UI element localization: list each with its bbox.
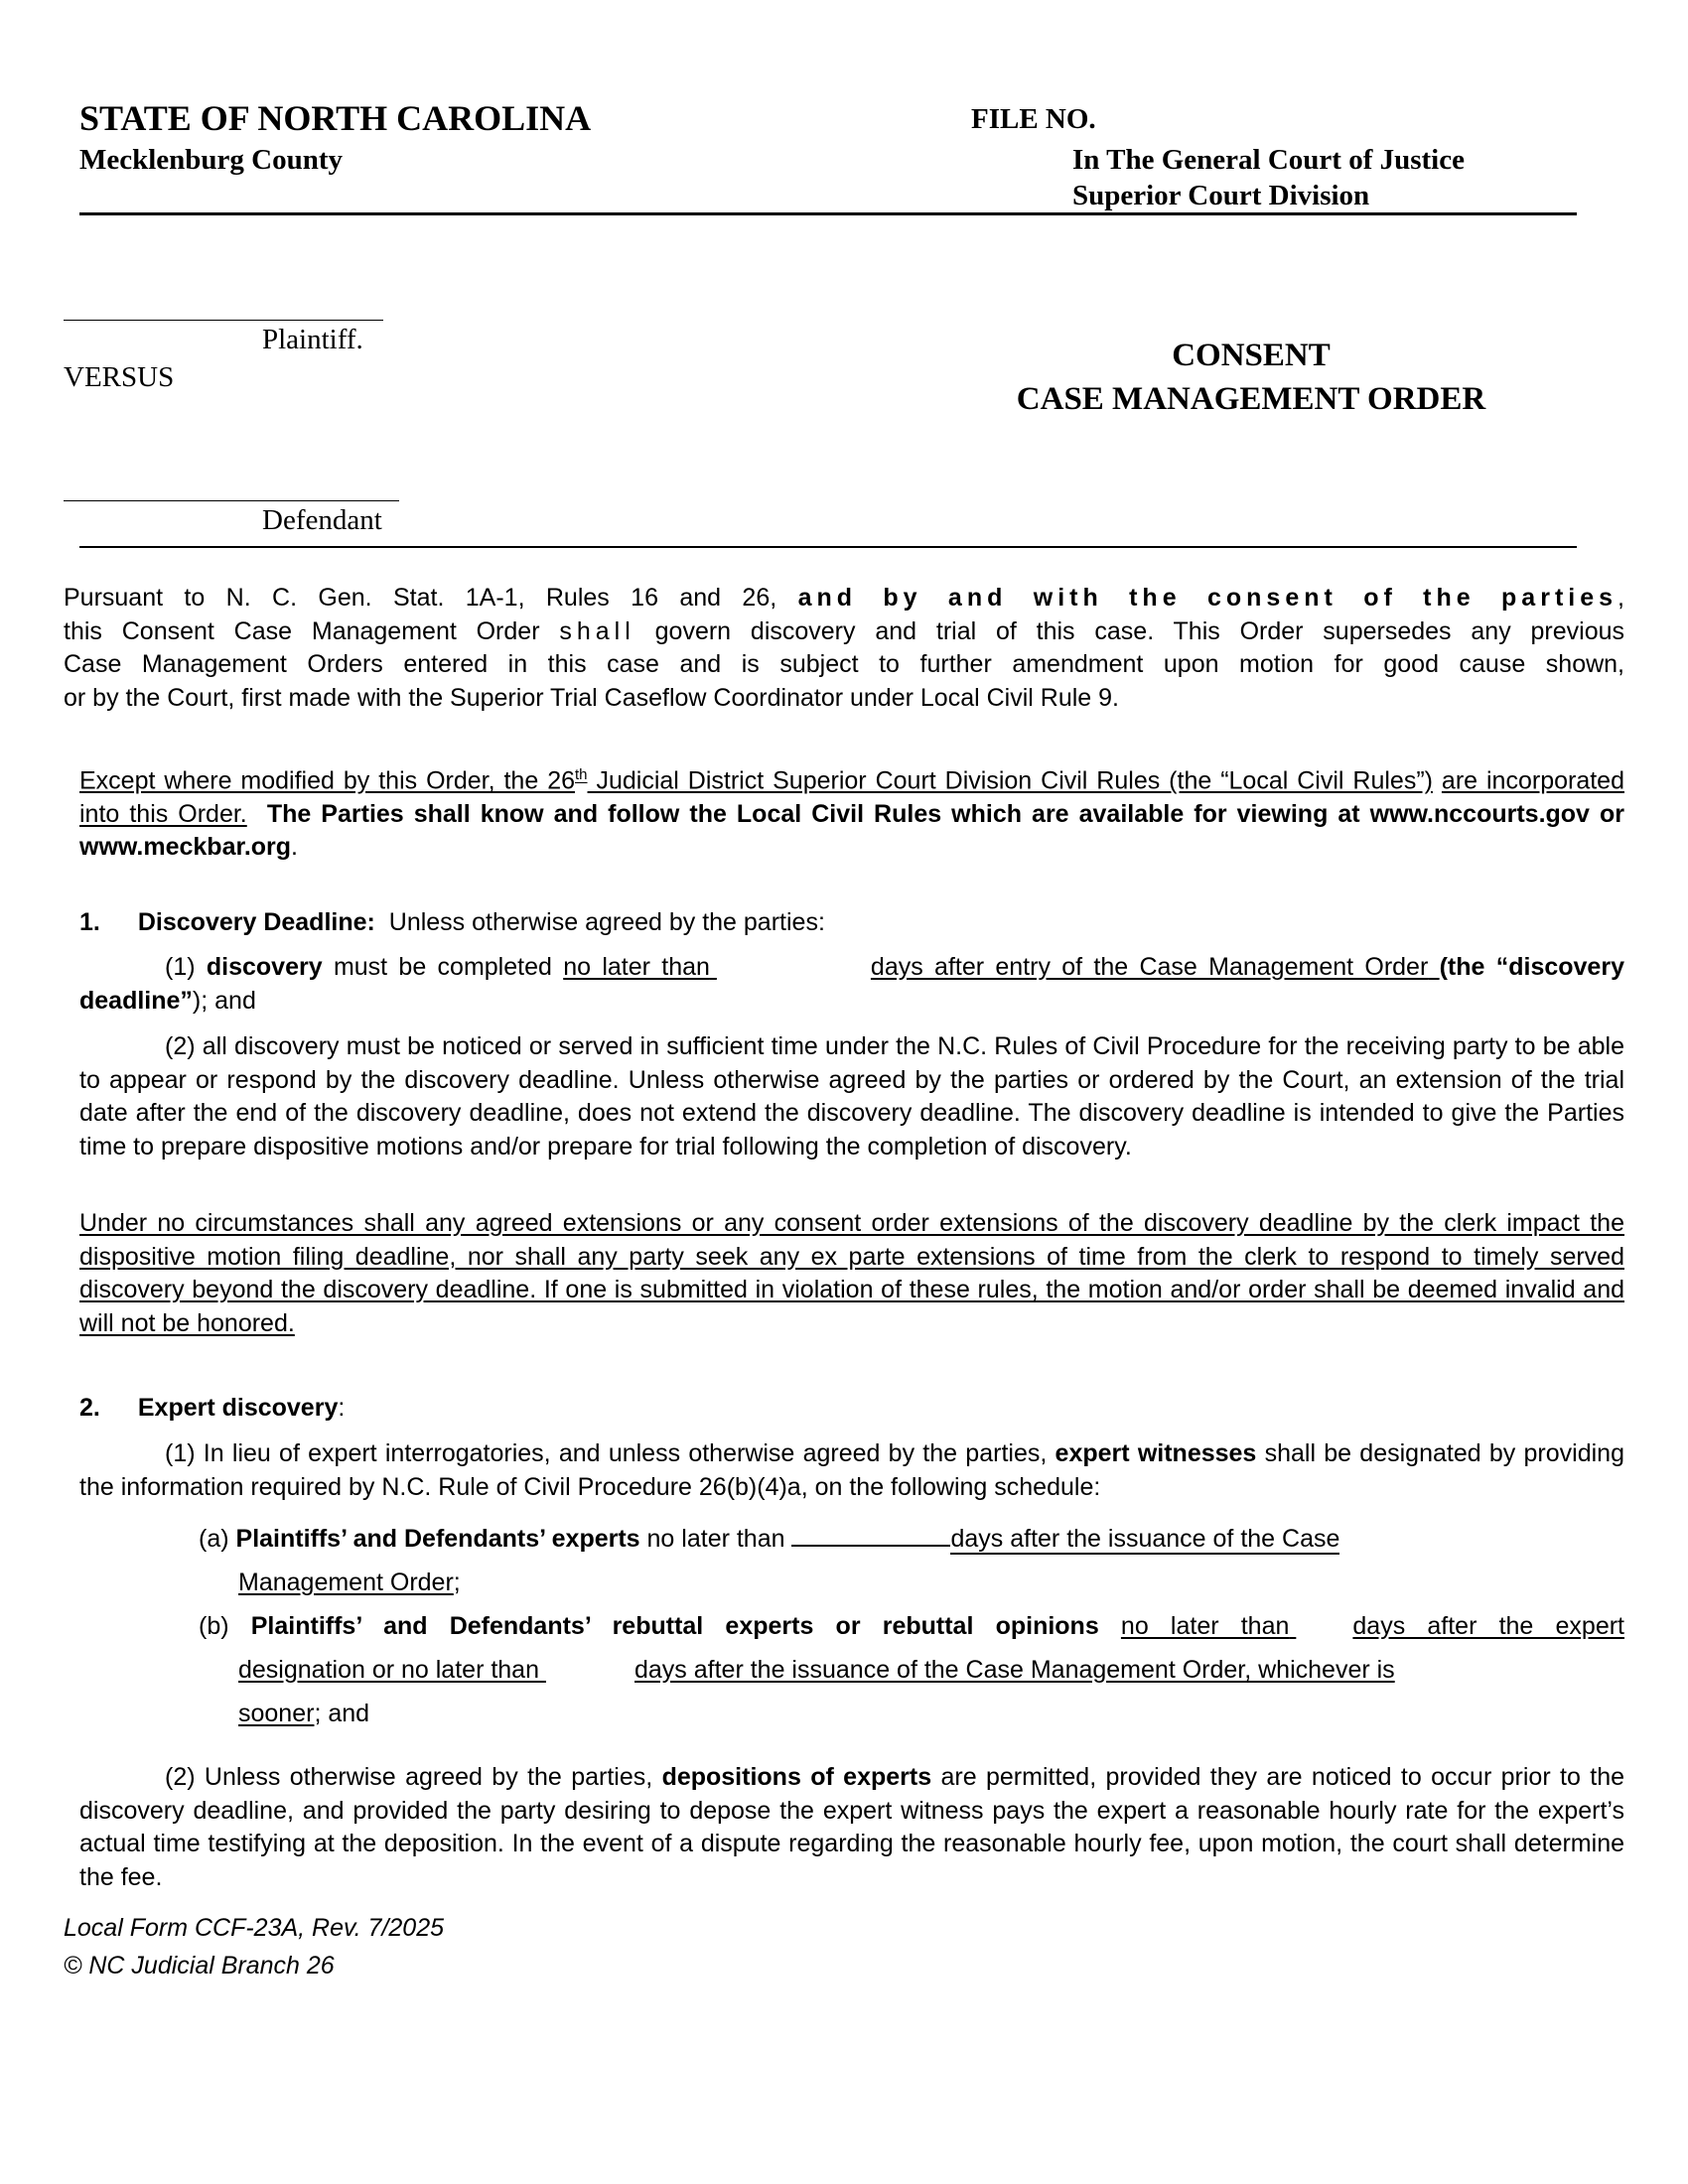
clause-b-line: (b) Plaintiffs’ and Defendants’ rebuttal experts or rebuttal opinions no later than days after the expert [199, 1604, 1624, 1648]
expert-deadline-a [199, 1517, 1624, 1604]
defendant-label: Defendant [262, 504, 382, 536]
discovery-notice-clause: (2) all discovery must be noticed or served in sufficient time under the N.C. Rules of Civil Procedure for the receiving party to be able to appear or respond by the discovery deadline. Unless otherwise agreed by the parties or ordered by the Court, an extension of the trial date after the end of the discovery deadline, does not extend the discovery deadline. The discovery deadline is intended to give the Parties time to prepare dispositive motions and/or prepare for trial following the completion of discovery. [79, 1032, 1624, 1160]
clause-b-line: designation or no later than days after the issuance of the Case Management Order, whichever is [199, 1648, 1624, 1692]
plaintiff-name-line [64, 320, 383, 321]
intro-line: this Consent Case Management Order shall govern discovery and trial of this case. This Order supersedes any previous [64, 616, 1625, 645]
versus-label: VERSUS [64, 361, 175, 393]
state-heading: STATE OF NORTH CAROLINA [79, 98, 592, 138]
defendant-name-line [64, 500, 399, 501]
no-extension-clause: Under no circumstances shall any agreed extensions or any consent order extensions of the discovery deadline by the clerk impact the dispositive motion filing deadline, nor shall any party seek any ex parte extensions of time from the clerk to respond to timely served discovery beyond the discovery deadline. If one is submitted in violation of these rules, the motion and/or order shall be deemed invalid and will not be honored. [79, 1209, 1624, 1337]
rebuttal-days-blank[interactable] [1289, 1604, 1352, 1648]
court-division: Superior Court Division [1072, 180, 1370, 211]
file-number-label: FILE NO. [971, 103, 1096, 135]
section-2-heading: 2. Expert discovery: [79, 1394, 346, 1422]
plaintiff-label: Plaintiff. [262, 324, 363, 355]
shall-word: shall [559, 616, 635, 645]
order-title-line1: CONSENT [1172, 338, 1331, 373]
caption-divider [79, 546, 1577, 548]
clause-a-line: (a) Plaintiffs’ and Defendants’ experts no later than days after the issuance of the Case [199, 1525, 1340, 1553]
clause-b-line: sooner; and [238, 1700, 370, 1727]
expert-designation-clause: (1) In lieu of expert interrogatories, and unless otherwise agreed by the parties, expert witnesses shall be designated by providing the information required by N.C. Rule of Civil Procedure 26(b)(4)a, on the following schedule: [79, 1439, 1624, 1501]
expert-deposition-clause: (2) Unless otherwise agreed by the parties, depositions of experts are permitted, provided they are noticed to occur prior to the discovery deadline, and provided the party desiring to depose the expert witness pays the expert a reasonable hourly rate for the expert’s actual time testifying at the deposition. In the event of a dispute regarding the reasonable hourly fee, upon motion, the court shall determine the fee. [79, 1763, 1624, 1891]
intro-line: Case Management Orders entered in this case and is subject to further amendment upon motion for good cause shown, [64, 650, 1624, 678]
header-divider [79, 212, 1577, 215]
discovery-deadline-clause: (1) discovery must be completed no later than days after entry of the Case Management Order (the “discovery deadline”); and [79, 953, 1624, 1015]
section-1-heading: 1. Discovery Deadline: Unless otherwise agreed by the parties: [79, 908, 825, 936]
local-rules-paragraph: Except where modified by this Order, the 26th Judicial District Superior Court Division Civil Rules (the “Local Civil Rules”) are incorporated into this Order. The Parties shall know and follow the Local Civil Rules which are available for viewing at www.nccourts.gov or www.meckbar.org. [79, 766, 1624, 862]
intro-line: Pursuant to N. C. Gen. Stat. 1A-1, Rules 16 and 26, and by and with the consent of the parties, [64, 584, 1624, 612]
discovery-days-blank[interactable] [710, 951, 871, 985]
experts-days-blank[interactable] [791, 1523, 950, 1547]
order-title-line2: CASE MANAGEMENT ORDER [1016, 381, 1486, 417]
expert-deadline-b [199, 1604, 1624, 1735]
clause-a-line: Management Order; [238, 1569, 461, 1596]
copyright-notice: © NC Judicial Branch 26 [64, 1952, 335, 1979]
county-label: Mecklenburg County [79, 144, 344, 176]
issuance-days-blank[interactable] [539, 1648, 634, 1692]
intro-line: or by the Court, first made with the Superior Trial Caseflow Coordinator under Local Civil Rule 9. [64, 683, 1119, 712]
court-name: In The General Court of Justice [1072, 144, 1465, 176]
form-number: Local Form CCF-23A, Rev. 7/2025 [64, 1914, 445, 1942]
consent-phrase: and by and with the consent of the parties [797, 584, 1618, 612]
intro-paragraph [64, 582, 1624, 715]
